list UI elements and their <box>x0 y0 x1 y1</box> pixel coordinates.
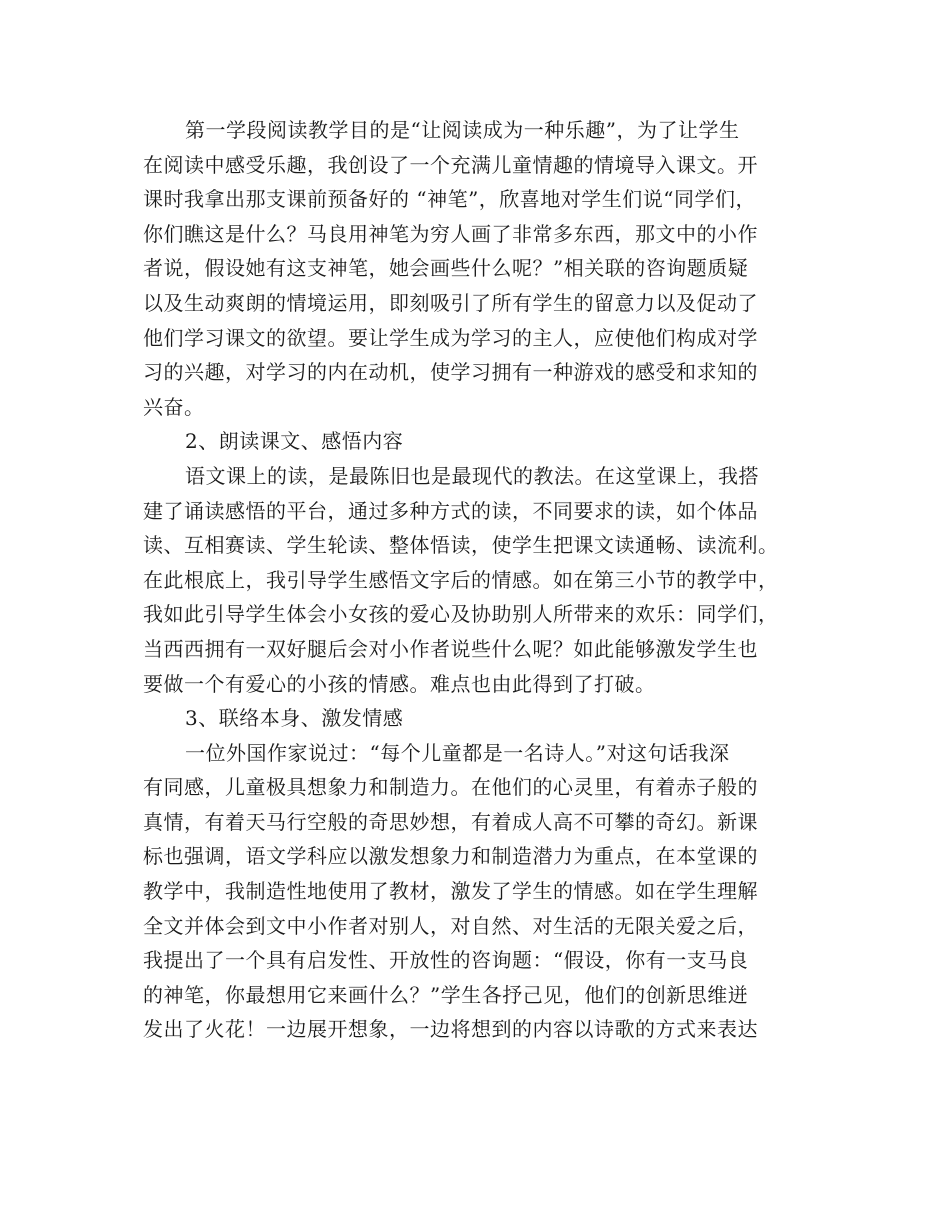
text-line: 我如此引导学生体会小女孩的爱心及协助别人所带来的欢乐：同学们， <box>143 602 779 627</box>
text-line: 真情，有着天马行空般的奇思妙想，有着成人高不可攀的奇幻。新课 <box>143 809 758 834</box>
text-line: 发出了火花！一边展开想象，一边将想到的内容以诗歌的方式来表达 <box>143 1017 758 1042</box>
text-line: 我提出了一个具有启发性、开放性的咨询题：“假设，你有一支马良 <box>143 948 749 973</box>
text-line: 建了诵读感悟的平台，通过多种方式的读，不同要求的读，如个体品 <box>143 498 758 523</box>
text-line: 以及生动爽朗的情境运用，即刻吸引了所有学生的留意力以及促动了 <box>143 290 758 315</box>
text-line: 在此根底上，我引导学生感悟文字后的情感。如在第三小节的教学中， <box>143 567 779 592</box>
text-line: 第一学段阅读教学目的是“让阅读成为一种乐趣”，为了让学生 <box>185 118 740 142</box>
text-line: 者说，假设她有这支神笔，她会画些什么呢？”相关联的咨询题质疑 <box>143 256 749 281</box>
text-line: 教学中，我制造性地使用了教材，激发了学生的情感。如在学生理解 <box>143 879 758 904</box>
text-line: 他们学习课文的欲望。要让学生成为学习的主人，应使他们构成对学 <box>143 325 758 350</box>
text-line: 的神笔，你最想用它来画什么？”学生各抒己见，他们的创新思维迸 <box>143 982 749 1007</box>
text-line: 课时我拿出那支课前预备好的 “神笔”，欣喜地对学生们说“同学们， <box>143 187 757 212</box>
document-body <box>143 113 811 1047</box>
text-line: 3、联络本身、激发情感 <box>185 706 404 731</box>
text-line: 读、互相赛读、学生轮读、整体悟读，使学生把课文读通畅、读流利。 <box>143 533 779 558</box>
text-line: 标也强调，语文学科应以激发想象力和制造潜力为重点，在本堂课的 <box>143 844 758 869</box>
text-line: 2、朗读课文、感悟内容 <box>185 429 404 454</box>
text-line: 当西西拥有一双好腿后会对小作者说些什么呢？如此能够激发学生也 <box>143 636 758 661</box>
text-line: 一位外国作家说过：“每个儿童都是一名诗人。”对这句话我深 <box>185 740 730 765</box>
text-line: 语文课上的读，是最陈旧也是最现代的教法。在这堂课上，我搭 <box>185 463 759 488</box>
text-line: 要做一个有爱心的小孩的情感。难点也由此得到了打破。 <box>143 671 656 696</box>
text-line: 有同感，儿童极具想象力和制造力。在他们的心灵里，有着赤子般的 <box>143 775 758 800</box>
text-line: 全文并体会到文中小作者对别人，对自然、对生活的无限关爱之后， <box>143 913 758 938</box>
text-line: 兴奋。 <box>143 394 205 419</box>
text-line: 你们瞧这是什么？马良用神笔为穷人画了非常多东西，那文中的小作 <box>143 221 758 246</box>
text-line: 习的兴趣，对学习的内在动机，使学习拥有一种游戏的感受和求知的 <box>143 360 758 385</box>
text-line: 在阅读中感受乐趣，我创设了一个充满儿童情趣的情境导入课文。开 <box>143 152 758 177</box>
